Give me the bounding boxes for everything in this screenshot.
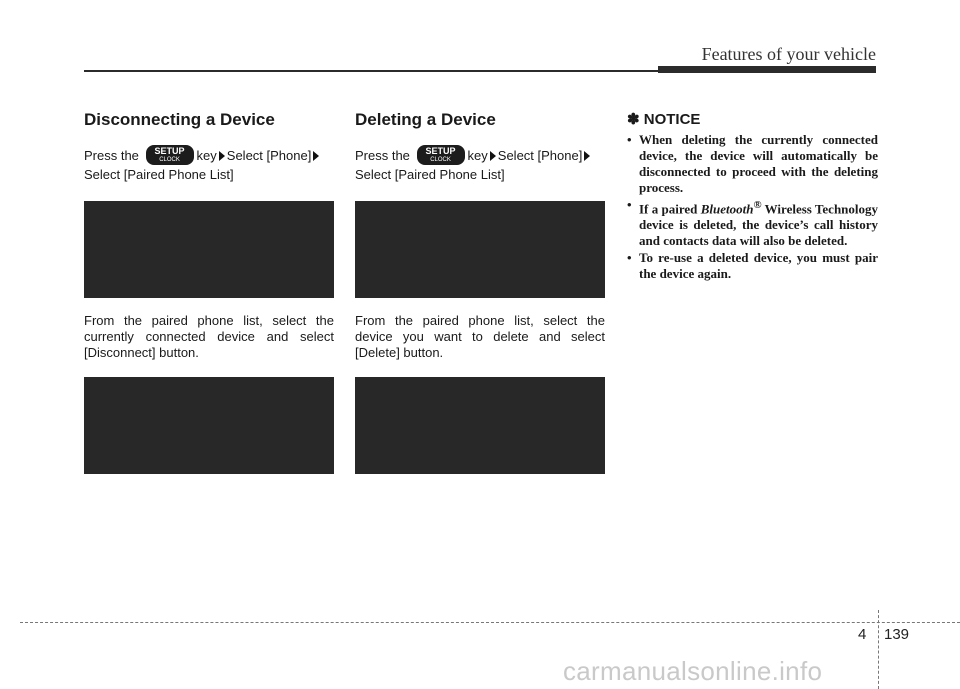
disconnect-steps [84, 147, 334, 183]
section-header-title: Features of your vehicle [701, 44, 876, 64]
key-label-clock: CLOCK [430, 157, 451, 163]
footer-divider [878, 610, 879, 689]
notice-title: ✽ NOTICE [627, 111, 701, 128]
notice-item-text: Wireless Technology device is deleted, the device’s call history and contacts data will also be deleted. [639, 201, 879, 249]
notice-list [627, 132, 878, 282]
screenshot-image [355, 377, 605, 474]
step-press-text: Press the [355, 148, 410, 164]
step-paired-list-text: Select [Paired Phone List] [355, 167, 505, 182]
arrow-right-icon [490, 151, 496, 161]
step-phone-text: Select [Phone] [226, 148, 312, 164]
step-paired-list-text: Select [Paired Phone List] [84, 167, 234, 182]
delete-steps [355, 147, 605, 183]
notice-item [627, 197, 878, 249]
screenshot-image [355, 201, 605, 298]
chapter-number: 4 [858, 626, 867, 643]
page-number: 139 [884, 626, 910, 643]
disconnect-description: From the paired phone list, select the currently connected device and select [Disconnect] button. [84, 313, 334, 360]
key-label-clock: CLOCK [159, 157, 180, 163]
registered-mark: ® [753, 199, 762, 211]
setup-clock-key-icon [417, 145, 465, 165]
arrow-right-icon [219, 151, 225, 161]
notice-item-text: To re-use a deleted device, you must pair the device again. [639, 250, 878, 282]
setup-clock-key-icon [146, 145, 194, 165]
header-rule [84, 70, 876, 72]
arrow-right-icon [584, 151, 590, 161]
disconnect-title: Disconnecting a Device [84, 110, 275, 129]
notice-item [627, 132, 878, 196]
notice-item-text: If a paired [639, 201, 698, 217]
notice-item-text: When deleting the currently connected device, the device will automatically be disconnected to proceed with the deleting process. [639, 132, 878, 195]
delete-title: Deleting a Device [355, 110, 496, 129]
disconnect-section [84, 110, 334, 474]
delete-description: From the paired phone list, select the device you want to delete and select [Delete] button. [355, 313, 605, 360]
screenshot-image [84, 201, 334, 298]
step-press-text: Press the [84, 148, 139, 164]
arrow-right-icon [313, 151, 319, 161]
key-label-setup: SETUP [425, 146, 456, 156]
step-key-text: key [196, 148, 217, 164]
bluetooth-brand-text: Bluetooth [700, 201, 754, 217]
watermark-text: carmanualsonline.info [563, 656, 823, 686]
delete-section [355, 110, 605, 474]
key-label-setup: SETUP [154, 146, 185, 156]
step-key-text: key [467, 148, 488, 164]
notice-section [627, 110, 878, 283]
screenshot-image [84, 377, 334, 474]
step-phone-text: Select [Phone] [497, 148, 583, 164]
footer-rule [20, 622, 960, 623]
notice-item [627, 250, 878, 282]
